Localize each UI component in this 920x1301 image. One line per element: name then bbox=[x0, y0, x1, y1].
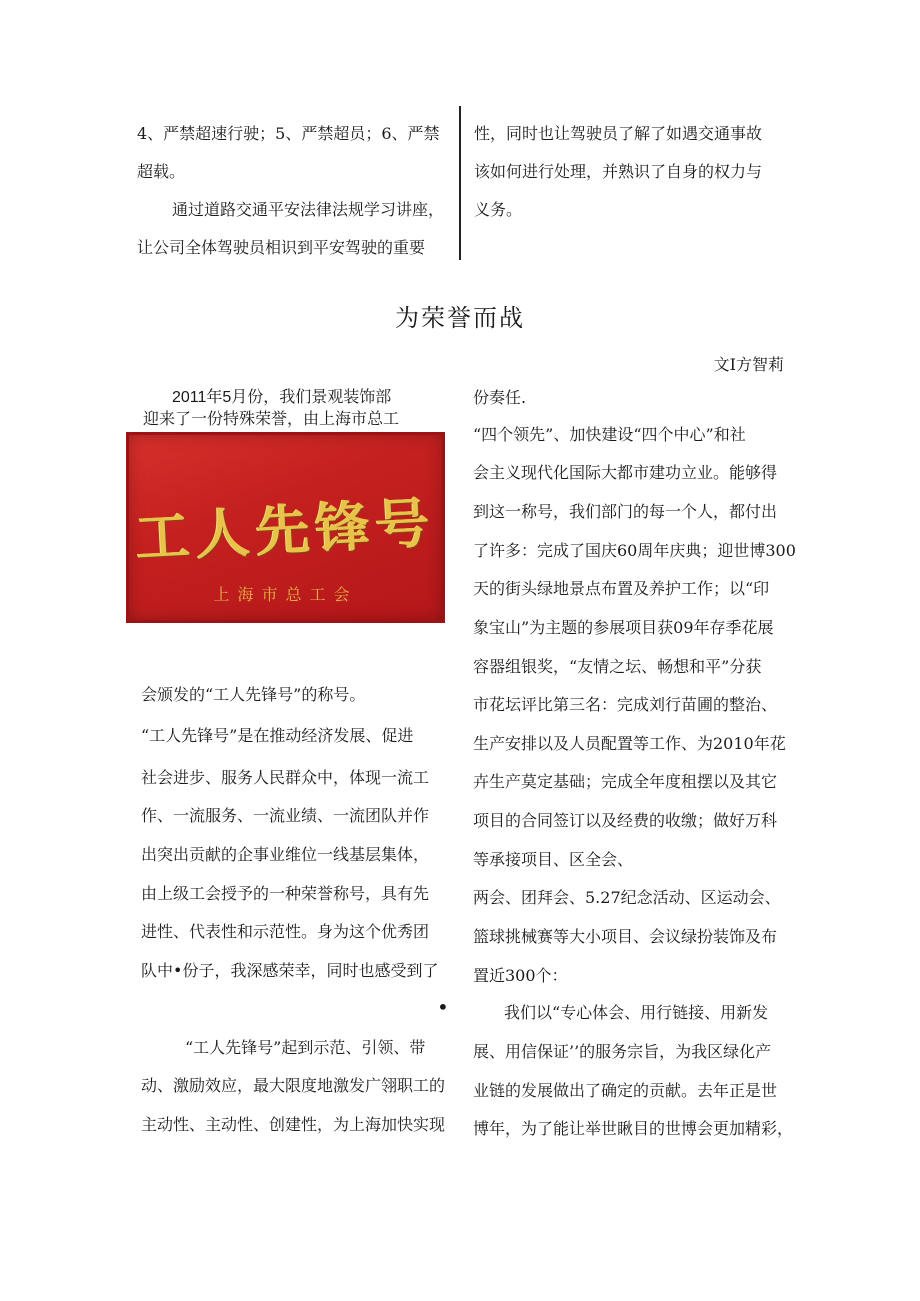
plaque-subtitle: 上海市总工会 bbox=[213, 585, 358, 604]
stray-dot: • bbox=[437, 995, 449, 1019]
top-left-line-1: 4、严禁超速行驶；5、严禁超员；6、严禁 bbox=[137, 124, 440, 143]
top-right-line-3: 义务。 bbox=[474, 200, 523, 219]
left-body-line-11: 主动性、主动性、创建性，为上海加快实现 bbox=[141, 1115, 446, 1134]
right-body-line-7: 象宝山”为主题的参展项目获09年存季花展 bbox=[473, 618, 774, 637]
right-body-line-8: 容器组银奖，“友情之坛、畅想和平”分获 bbox=[473, 657, 762, 676]
intro-line-1: 2011年5月份，我们景观装饰部 bbox=[172, 389, 392, 406]
article-byline: 文I方智莉 bbox=[713, 355, 784, 374]
right-body-line-20: 博年，为了能让举世瞅目的世博会更加精彩， bbox=[473, 1119, 794, 1138]
right-body-line-6: 天的街头绿地景点布置及养护工作；以“印 bbox=[473, 579, 770, 598]
right-body-line-18: 展、用信保证’’的服务宗旨，为我区绿化产 bbox=[473, 1042, 772, 1061]
plaque-title: 工人先锋号 bbox=[134, 490, 438, 570]
right-body-line-16: 置近300个： bbox=[473, 966, 568, 985]
article-title: 为荣誉而战 bbox=[395, 304, 525, 332]
right-body-line-3: 会主义现代化国际大都市建功立业。能够得 bbox=[473, 463, 778, 482]
right-body-line-17: 我们以“专心体会、用行链接、用新发 bbox=[504, 1003, 769, 1022]
left-body-line-3: 社会进步、服务人民群众中，体现一流工 bbox=[141, 768, 430, 787]
left-body-line-4: 作、一流服务、一流业绩、一流团队并作 bbox=[141, 806, 430, 825]
left-body-line-8: 队中•份子，我深感荣幸，同时也感受到了 bbox=[141, 961, 439, 980]
right-body-line-10: 生产安排以及人员配置等工作、为2010年花 bbox=[473, 734, 786, 753]
right-body-line-14: 两会、团拜会、5.27纪念活动、区运动会、 bbox=[473, 888, 781, 907]
left-body-line-1: 会颁发的“工人先锋号”的称号。 bbox=[141, 685, 366, 704]
left-body-line-2: “工人先锋号”是在推动经济发展、促进 bbox=[141, 726, 414, 745]
top-left-line-4: 让公司全体驾驶员相识到平安驾驶的重要 bbox=[137, 238, 426, 257]
left-body-line-5: 出突出贡献的企事业维位一线基层集体， bbox=[141, 845, 430, 864]
left-body-line-6: 由上级工会授予的一种荣誉称号，具有先 bbox=[141, 884, 430, 903]
top-left-line-2: 超载。 bbox=[137, 162, 186, 181]
right-body-line-12: 项目的合同签订以及经费的收缴；做好万科 bbox=[473, 811, 778, 830]
right-body-line-15: 篮球挑械赛等大小项目、会议绿扮装饰及布 bbox=[473, 927, 778, 946]
column-divider bbox=[459, 106, 461, 260]
top-right-line-1: 性，同时也让驾驶员了解了如遇交通事故 bbox=[474, 124, 763, 143]
right-body-line-9: 市花坛评比第三名：完成刘行苗圃的整治、 bbox=[473, 695, 778, 714]
top-left-line-3: 通过道路交通平安法律法规学习讲座， bbox=[172, 200, 445, 219]
top-right-line-2: 该如何进行处理，并熟识了自身的权力与 bbox=[474, 162, 763, 181]
right-body-line-5: 了许多：完成了国庆60周年庆典；迎世博300 bbox=[473, 541, 796, 560]
right-body-line-2: “四个领先”、加快建设“四个中心”和社 bbox=[473, 425, 746, 444]
left-body-line-9: “工人先锋号”起到示范、引领、带 bbox=[185, 1038, 426, 1057]
right-body-line-19: 业链的发展做出了确定的贡献。去年正是世 bbox=[473, 1081, 778, 1100]
right-body-line-13: 等承接项目、区全会、 bbox=[473, 850, 634, 869]
left-body-line-10: 动、激励效应，最大限度地激发广翎职工的 bbox=[141, 1076, 446, 1095]
right-body-line-1: 份奏任. bbox=[473, 388, 527, 407]
award-plaque-photo bbox=[126, 432, 445, 623]
intro-line-2: 迎来了一份特殊荣誉，由上海市总工 bbox=[143, 411, 400, 428]
left-body-line-7: 进性、代表性和示范性。身为这个优秀团 bbox=[141, 922, 430, 941]
right-body-line-4: 到这一称号，我们部门的每一个人，都付出 bbox=[473, 502, 778, 521]
right-body-line-11: 卉生产莫定基础；完成全年度租摆以及其它 bbox=[473, 772, 778, 791]
